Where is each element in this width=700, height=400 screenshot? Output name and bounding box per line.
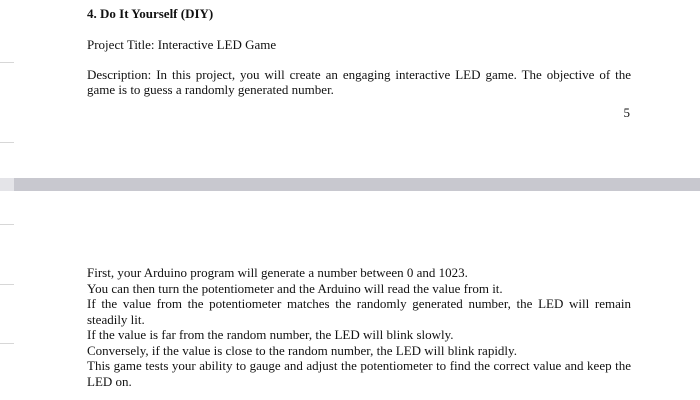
page-number: 5 <box>623 105 630 120</box>
instruction-line: If the value from the potentiometer matches the randomly generated number, the LED will remain steadily lit. <box>87 296 631 327</box>
instruction-line: Conversely, if the value is close to the random number, the LED will blink rapidly. <box>87 342 517 358</box>
page-gap-margin <box>0 178 14 191</box>
margin-rule <box>0 62 14 63</box>
margin-rule <box>0 224 14 225</box>
instruction-line: You can then turn the potentiometer and the Arduino will read the value from it. <box>87 280 503 296</box>
project-description: Description: In this project, you will create an engaging interactive LED game. The objective of the game is to guess a randomly generated number. <box>87 67 631 97</box>
instruction-line: This game tests your ability to gauge and adjust the potentiometer to find the correct value and keep the LED on. <box>87 358 631 389</box>
project-instructions <box>87 265 631 389</box>
page-separator <box>14 178 700 191</box>
margin-rule <box>0 142 14 143</box>
project-title: Project Title: Interactive LED Game <box>87 37 277 52</box>
margin-rule <box>0 284 14 285</box>
document-page-top <box>0 0 700 178</box>
margin-rule <box>0 343 14 344</box>
instruction-line: First, your Arduino program will generate a number between 0 and 1023. <box>87 265 468 280</box>
instruction-line: If the value is far from the random number, the LED will blink slowly. <box>87 327 454 342</box>
section-heading: 4. Do It Yourself (DIY) <box>87 6 214 21</box>
